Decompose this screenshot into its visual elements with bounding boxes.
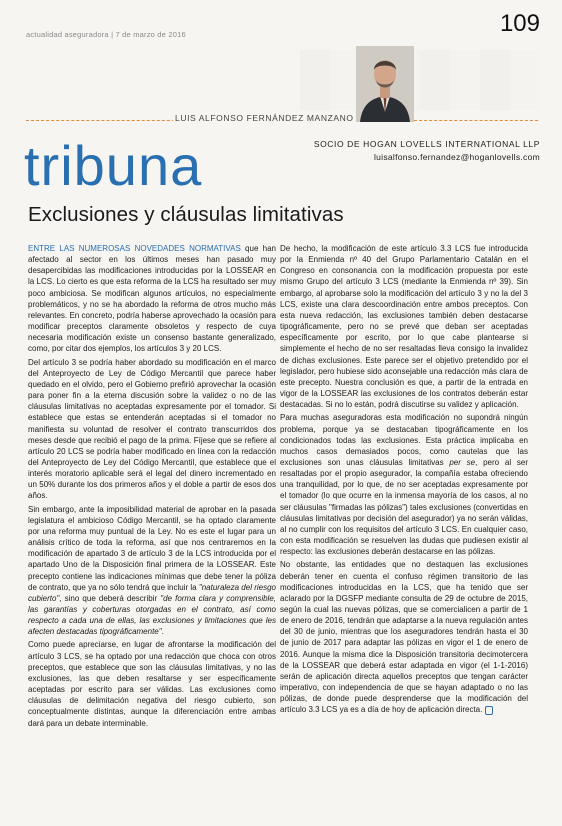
- paragraph: Como puede apreciarse, en lugar de afrontarse la modificación del artículo 3 LCS, se ha optado por una redacción que choca con otros preceptos, que establece que son las cláusulas limitativas, y no las exclusiones, las que deben resaltarse y ser específicamente aceptadas por escrito para ser válidas. Las exclusiones como cláusulas de delimitación negativa del riesgo cubierto, son conceptualmente distintas, aunque la diferenciación entre ambas dará para un debate interminable.: [28, 640, 276, 728]
- lead-in: ENTRE LAS NUMEROSAS NOVEDADES NORMATIVAS: [28, 244, 241, 253]
- paragraph: Sin embargo, ante la imposibilidad material de aprobar en la pasada legislatura el ambicioso Código Mercantil, se ha optado claramente por una reforma muy puntual de la Ley. No es este el lugar para un análisis crítico de toda la reforma, así que nos centraremos en la modificación de apartado 3 de artículo 3 de la LCS introducida por el apartado Uno de la Disposición final primera de la LOSSEAR. Este precepto contiene las indicaciones mínimas que debe tener la póliza de contrato, que ya no sólo tendrá que incluir la "naturaleza del riesgo cubierto", sino que deberá describir "de forma clara y comprensible, las garantías y coberturas otorgadas en el contrato, así como respecto a cada una de ellas, las exclusiones y limitaciones que les afecten destacadas tipográficamente".: [28, 504, 277, 637]
- paragraph: ENTRE LAS NUMEROSAS NOVEDADES NORMATIVAS que han afectado al sector en los últimos meses han pasado muy desapercibidas las modificaciones introducidas por la LOSSEAR en la LCS. Lo cierto es que esta reforma de la LCS ha resultado ser muy poco ambiciosa. Se modifican algunos artículos, no especialmente problemáticos, y no se ha abordado la reforma de otros mucho más relevantes. En concreto, podría haberse aprovechado la ocasión para modificar preceptos claramente obsoletos y respecto de cuya necesaria modificación existe un consenso bastante generalizado, como, por citar dos ejemplos, los artículos 3 y 20 LCS.: [28, 244, 276, 354]
- paragraph: De hecho, la modificación de este artículo 3.3 LCS fue introducida por la Enmienda nº 40 del Grupo Parlamentario Catalán en el Congreso en consonancia con la modificación propuesta por este mismo Grupo del artículo 3 LCS (mediante la Enmienda nº 39). Sin embargo, al aprobarse solo la modificación del artículo 3 y no la del 3 LCS, existe una clara descoordinación entre ambos preceptos. Con esta nueva redacción, las exclusiones también deben destacarse tipográficamente, pero no se prevé que deban ser aceptadas específicamente por escrito, por lo que cabe plantearse si simplemente el hecho de no ser resaltadas lleva consigo la invalidez de dichas exclusiones. Este parece ser el objetivo pretendido por el legislador, pero hubiese sido aconsejable una redacción más clara de este precepto. Nuestra conclusión es que, a partir de la entrada en vigor de la LOSSEAR las exclusiones de los contratos deberán estar destacadas. Si no lo están, podrá discutirse su validez y aplicación.: [280, 244, 528, 410]
- paragraph: Del artículo 3 se podría haber abordado su modificación en el marco del Anteproyecto de Ley de Código Mercantil que parece haber quedado en el olvido, pero el Gobierno prefirió aprovechar la ocasión para poner fin a la eterna discusión sobre la validez o no de las cláusulas limitativas no aceptadas expresamente por el tomador. Si establece que estas se entenderán aceptadas si el tomador no manifiesta su voluntad de resolver el contrato transcurridos dos meses desde que recibió el pago de la prima. Fíjese que se refiere al artículo 20 LCS se podría haber modificado en línea con la redacción del Anteproyecto de Ley del Código Mercantil, que establece que el interés moratorio aplicable será el legal del dinero incrementado en un 50% durante los dos primeros años y el doble a partir de esos dos años.: [28, 357, 276, 501]
- header-background-pattern: [300, 50, 540, 110]
- section-title: tribuna: [24, 134, 203, 197]
- publication-date-header: actualidad aseguradora | 7 de marzo de 2016: [26, 30, 186, 39]
- article-column-right: [280, 243, 528, 718]
- author-email: luisalfonso.fernandez@hoganlovells.com: [373, 152, 540, 162]
- end-of-article-icon: [485, 706, 493, 715]
- article-column-left: [28, 243, 276, 731]
- author-photo: [356, 46, 414, 122]
- author-divider-right: [414, 120, 538, 121]
- article-title: Exclusiones y cláusulas limitativas: [28, 203, 344, 226]
- page-number: 109: [499, 10, 540, 37]
- author-name: LUIS ALFONSO FERNÁNDEZ MANZANO: [175, 113, 354, 123]
- author-role: SOCIO DE HOGAN LOVELLS INTERNATIONAL LLP: [313, 139, 540, 149]
- paragraph: No obstante, las entidades que no destaquen las exclusiones deberán tener en cuenta el confuso régimen transitorio de las modificaciones introducidas en la LCS, que ha tenido que ser aclarado por la DGSFP mediante consulta de 29 de octubre de 2015, según la cual las nuevas pólizas, que se comercialicen a partir de 1 de enero de 2016, tendrán que adaptarse a la nueva regulación antes del 30 de junio, mientras que los aseguradores tendrán hasta el 30 de junio de 2017 para adaptar las pólizas en vigor el 1 de enero de 2016. Aunque la misma dice la Disposición transitoria decimotercera de la LOSSEAR que deberá estar adaptada en vigor (el 1-1-2016) serán de aplicación directa aquellos preceptos que tengan carácter imperativo, con independencia de que se hayan adaptado o no las pólizas, de donde puede desprenderse que la modificación del artículo 3.3 LCS ya es a día de hoy de aplicación directa.: [280, 560, 528, 715]
- author-portrait-icon: [356, 46, 414, 122]
- paragraph: Para muchas aseguradoras esta modificación no supondrá ningún problema, porque ya se destacaban tipográficamente en los condicionados todas las exclusiones. Esta práctica implicaba en muchos casos demasiados pocos, como cautelas que las exclusiones son unas cláusulas limitativas per se, pero al ser resaltadas por el propio asegurador, la compañía estaba ofreciendo una tranquilidad, por lo que, de no ser aceptadas expresamente por el tomador (lo que ocurre en la inmensa mayoría de los casos, al no ser cláusulas "firmadas las pólizas") tales exclusiones (convertidas en cláusulas limitativas por decisión del asegurador) ya no serán válidas, al no cumplir con los requisitos del artículo 3 LCS. En cualquier caso, con esta modificación se resuelven las dudas que pudiesen existir al respecto: las exclusiones deberán destacarse en las pólizas.: [280, 413, 528, 557]
